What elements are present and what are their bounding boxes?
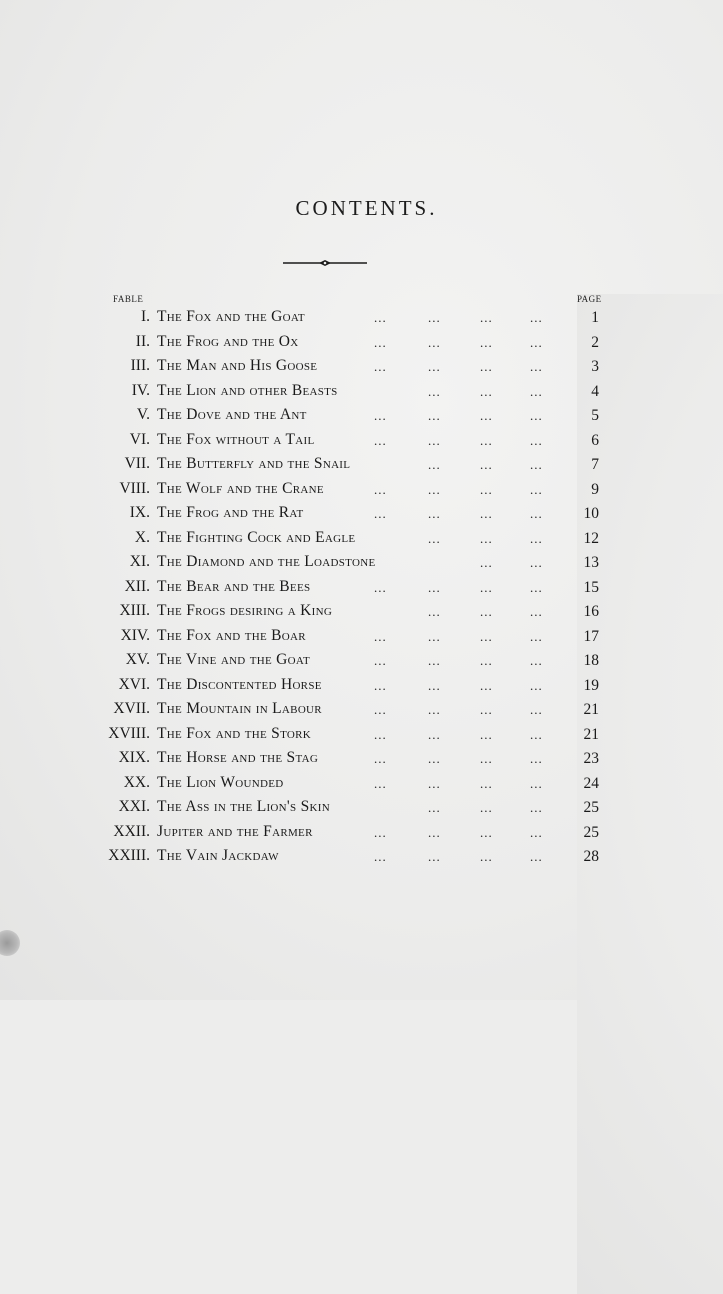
fable-number: XIII. (119, 602, 150, 619)
dot-leader: ... (374, 824, 387, 840)
fable-number: XXIII. (108, 847, 150, 864)
fable-number: XV. (125, 651, 150, 668)
dot-leader: ... (374, 653, 387, 668)
contents-entry (0, 552, 723, 577)
dot-leader: ... (480, 604, 493, 619)
dot-leader: ... (530, 849, 543, 864)
contents-entry (0, 405, 723, 430)
dot-leader: ... (530, 359, 543, 374)
page-number: 5 (591, 407, 599, 424)
dot-leader: ... (480, 506, 493, 521)
dot-leader: ... (428, 334, 441, 350)
dot-leader: ... (428, 849, 441, 864)
fable-number: XI. (129, 553, 150, 570)
contents-entry (0, 307, 723, 332)
fable-title: The Frogs desiring a King (157, 602, 333, 619)
fable-number: X. (134, 528, 150, 546)
dot-leader: ... (530, 506, 543, 521)
contents-entry (0, 577, 723, 602)
contents-entry (0, 528, 723, 553)
fable-number: VI. (129, 430, 150, 448)
fable-number: XVI. (118, 675, 150, 693)
fable-number: I. (140, 308, 150, 325)
dot-leader: ... (480, 751, 493, 766)
page-number: 25 (583, 799, 599, 816)
dot-leader: ... (530, 677, 543, 693)
fable-title: The Butterfly and the Snail (157, 455, 351, 472)
dot-leader: ... (530, 775, 543, 791)
fable-number: XIX. (118, 749, 150, 766)
contents-entry (0, 479, 723, 504)
dot-leader: ... (428, 383, 441, 399)
fable-title: The Frog and the Rat (157, 504, 304, 521)
fable-title: The Dove and the Ant (157, 406, 307, 423)
dot-leader: ... (530, 432, 543, 448)
dot-leader: ... (480, 800, 493, 815)
fable-title: The Fox and the Goat (157, 308, 305, 325)
dot-leader: ... (530, 702, 543, 717)
dot-leader: ... (374, 702, 387, 717)
contents-entry (0, 675, 723, 700)
fable-title: The Bear and the Bees (157, 577, 311, 595)
fable-title: The Diamond and the Loadstone (157, 553, 376, 570)
dot-leader: ... (480, 457, 493, 472)
dot-leader: ... (374, 310, 387, 325)
dot-leader: ... (374, 677, 387, 693)
fable-title: The Fox and the Boar (157, 626, 306, 644)
dot-leader: ... (428, 579, 441, 595)
fable-number: XII. (124, 577, 150, 595)
fable-title: The Vine and the Goat (157, 651, 310, 668)
page-number: 3 (591, 358, 599, 375)
page-number: 24 (583, 774, 599, 792)
page-number: 28 (583, 848, 599, 865)
dot-leader: ... (374, 408, 387, 423)
fable-title: The Lion and other Beasts (157, 381, 338, 399)
page-number: 21 (583, 725, 599, 743)
page-number: 21 (583, 701, 599, 718)
fable-number: V. (136, 406, 150, 423)
fable-number: II. (135, 332, 150, 350)
dot-leader: ... (480, 775, 493, 791)
contents-entry (0, 332, 723, 357)
contents-list (0, 307, 723, 871)
dot-leader: ... (428, 481, 441, 497)
fable-number: VIII. (119, 479, 150, 497)
fable-title: The Frog and the Ox (157, 332, 299, 350)
dot-leader: ... (374, 359, 387, 374)
dot-leader: ... (428, 800, 441, 815)
dot-leader: ... (530, 481, 543, 497)
fable-title: The Discontented Horse (157, 675, 322, 693)
dot-leader: ... (530, 579, 543, 595)
fable-title: The Man and His Goose (157, 357, 318, 374)
dot-leader: ... (480, 849, 493, 864)
fable-column-header: FABLE (113, 294, 144, 304)
fable-title: The Ass in the Lion's Skin (157, 798, 330, 815)
dot-leader: ... (374, 334, 387, 350)
dot-leader: ... (480, 555, 493, 570)
dot-leader: ... (530, 408, 543, 423)
dot-leader: ... (428, 653, 441, 668)
contents-entry (0, 846, 723, 871)
page-number: 12 (583, 529, 599, 547)
fable-number: XVIII. (108, 724, 150, 742)
page-number: 19 (583, 676, 599, 694)
page-number: 25 (583, 823, 599, 841)
dot-leader: ... (480, 579, 493, 595)
dot-leader: ... (428, 506, 441, 521)
page-number: 9 (591, 480, 599, 498)
page-number: 7 (591, 456, 599, 473)
contents-entry (0, 601, 723, 626)
page-title: CONTENTS. (295, 196, 438, 220)
dot-leader: ... (480, 359, 493, 374)
dot-leader: ... (374, 432, 387, 448)
fable-number: XXI. (118, 798, 150, 815)
contents-entry (0, 430, 723, 455)
dot-leader: ... (530, 383, 543, 399)
dot-leader: ... (480, 310, 493, 325)
contents-entry (0, 773, 723, 798)
dot-leader: ... (480, 530, 493, 546)
dot-leader: ... (480, 653, 493, 668)
contents-entry (0, 454, 723, 479)
dot-leader: ... (530, 334, 543, 350)
dot-leader: ... (480, 726, 493, 742)
fable-number: III. (130, 357, 150, 374)
divider-ornament-icon (283, 258, 367, 268)
dot-leader: ... (428, 408, 441, 423)
dot-leader: ... (530, 726, 543, 742)
page-number: 1 (591, 309, 599, 326)
dot-leader: ... (480, 702, 493, 717)
contents-entry (0, 822, 723, 847)
fable-title: The Wolf and the Crane (157, 479, 324, 497)
contents-entry (0, 381, 723, 406)
page-number: 6 (591, 431, 599, 449)
page-number: 16 (583, 603, 599, 620)
dot-leader: ... (428, 824, 441, 840)
dot-leader: ... (428, 604, 441, 619)
dot-leader: ... (374, 579, 387, 595)
dot-leader: ... (480, 677, 493, 693)
dot-leader: ... (480, 383, 493, 399)
dot-leader: ... (530, 604, 543, 619)
dot-leader: ... (530, 800, 543, 815)
dot-leader: ... (480, 334, 493, 350)
dot-leader: ... (428, 457, 441, 472)
fable-number: VII. (124, 455, 150, 472)
page-number: 2 (591, 333, 599, 351)
dot-leader: ... (530, 824, 543, 840)
page-number: 4 (591, 382, 599, 400)
dot-leader: ... (530, 628, 543, 644)
dot-leader: ... (374, 506, 387, 521)
dot-leader: ... (428, 702, 441, 717)
dot-leader: ... (480, 408, 493, 423)
contents-entry (0, 748, 723, 773)
dot-leader: ... (530, 555, 543, 570)
page-number: 23 (583, 750, 599, 767)
fable-number: XVII. (113, 700, 150, 717)
dot-leader: ... (530, 457, 543, 472)
fable-title: Jupiter and the Farmer (157, 822, 313, 840)
dot-leader: ... (428, 677, 441, 693)
dot-leader: ... (428, 726, 441, 742)
page-number: 17 (583, 627, 599, 645)
contents-entry (0, 699, 723, 724)
dot-leader: ... (428, 530, 441, 546)
fable-number: XX. (123, 773, 150, 791)
dot-leader: ... (374, 628, 387, 644)
fable-title: The Mountain in Labour (157, 700, 322, 717)
dot-leader: ... (374, 775, 387, 791)
page-column-header: PAGE (577, 294, 723, 1294)
page-number: 13 (583, 554, 599, 571)
dot-leader: ... (530, 751, 543, 766)
dot-leader: ... (428, 628, 441, 644)
dot-leader: ... (480, 481, 493, 497)
dot-leader: ... (428, 359, 441, 374)
contents-entry (0, 724, 723, 749)
fable-title: The Fox without a Tail (157, 430, 315, 448)
page-number: 18 (583, 652, 599, 669)
fable-number: XIV. (120, 626, 150, 644)
dot-leader: ... (374, 481, 387, 497)
dot-leader: ... (480, 432, 493, 448)
dot-leader: ... (428, 751, 441, 766)
fable-title: The Horse and the Stag (157, 749, 319, 766)
dot-leader: ... (428, 775, 441, 791)
fable-number: IV. (131, 381, 150, 399)
contents-entry (0, 626, 723, 651)
dot-leader: ... (530, 310, 543, 325)
contents-entry (0, 797, 723, 822)
contents-entry (0, 650, 723, 675)
dot-leader: ... (530, 653, 543, 668)
fable-number: IX. (129, 504, 150, 521)
dot-leader: ... (428, 432, 441, 448)
dot-leader: ... (480, 824, 493, 840)
fable-title: The Fighting Cock and Eagle (157, 528, 356, 546)
dot-leader: ... (480, 628, 493, 644)
fable-title: The Fox and the Stork (157, 724, 312, 742)
contents-entry (0, 356, 723, 381)
fable-title: The Vain Jackdaw (157, 847, 279, 864)
fable-number: XXII. (113, 822, 150, 840)
dot-leader: ... (374, 751, 387, 766)
fable-title: The Lion Wounded (157, 773, 284, 791)
contents-entry (0, 503, 723, 528)
dot-leader: ... (374, 726, 387, 742)
dot-leader: ... (530, 530, 543, 546)
page-number: 10 (583, 505, 599, 522)
page-smudge (0, 930, 20, 956)
dot-leader: ... (428, 310, 441, 325)
dot-leader: ... (374, 849, 387, 864)
page-number: 15 (583, 578, 599, 596)
